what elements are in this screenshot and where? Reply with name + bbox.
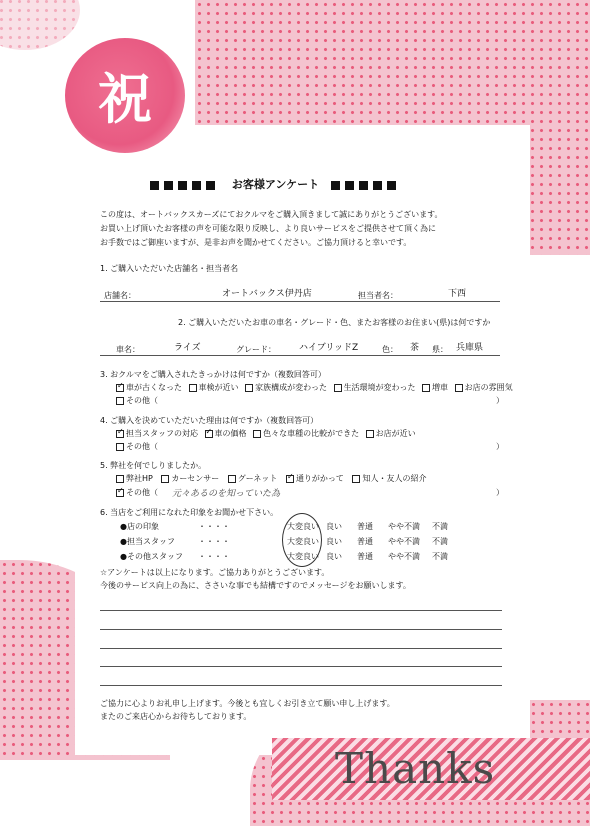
q4-options [116, 426, 416, 439]
survey-title: お客様アンケート [150, 176, 401, 192]
q4-other[interactable]: その他（ [116, 442, 158, 452]
celebration-badge [65, 38, 185, 153]
q5-other-end: ） [496, 488, 504, 497]
q5-other[interactable]: ✓ その他（ [117, 485, 158, 497]
checkbox-icon [245, 384, 253, 392]
q5-options [116, 471, 427, 484]
checkbox-checked-icon: ✓ [117, 485, 124, 495]
checkbox-checked-icon: ✓ [286, 471, 294, 481]
rating-option[interactable]: やや不満 [388, 522, 420, 531]
checkbox-icon [455, 384, 463, 392]
q5-option-website[interactable]: 弊社HP [116, 474, 153, 483]
q4-other-end: ） [496, 442, 504, 451]
q5-option-passing[interactable]: ✓ 通りがかって [286, 471, 344, 483]
footer-line-1: ご協力に心よりお礼申し上げます。今後とも宜しくお引き立て願い申し上げます。 [100, 699, 395, 708]
intro-line-2: お買い上げ頂いたお客様の声を可能な限り反映し、より良いサービスをご提供させて頂く為に [100, 224, 436, 233]
checkbox-icon [422, 384, 430, 392]
rating-option[interactable]: 大変良い [287, 522, 319, 531]
checkbox-icon [116, 475, 124, 483]
intro-line-1: この度は、オートバックスカーズにておクルマをご購入頂きまして誠にありがとうございます。 [100, 210, 443, 219]
q3-other[interactable]: その他（ [116, 396, 158, 406]
color-value[interactable]: 茶 [410, 343, 420, 353]
message-line[interactable] [100, 610, 502, 611]
rating-option[interactable]: 普通 [357, 522, 373, 531]
rating-option[interactable]: 大変良い [287, 537, 319, 546]
q5-option-carsensor[interactable]: カーセンサー [161, 474, 219, 483]
store-label: 店舗名： [104, 291, 136, 300]
q3-option-family[interactable]: 家族構成が変わった [245, 383, 327, 392]
q4-option-nearby[interactable]: お店が近い [366, 429, 416, 438]
rating-row-label: ●店の印象 [120, 522, 159, 531]
rating-option[interactable]: 普通 [357, 537, 373, 546]
rating-option[interactable]: 良い [326, 537, 342, 546]
rating-row-label: ●担当スタッフ [120, 537, 175, 546]
checkbox-icon [189, 384, 197, 392]
rating-option[interactable]: やや不満 [388, 537, 420, 546]
rating-row-dots: ・・・・ [198, 552, 230, 561]
background-pattern-corner [0, 0, 80, 50]
q4-option-staff[interactable]: ✓ 担当スタッフの対応 [117, 426, 198, 438]
q4-label: 4. ご購入を決めていただいた理由は何ですか（複数回答可） [100, 416, 319, 425]
intro-line-3: お手数ではご御座いますが、是非お声を聞かせてください。ご協力頂けると幸いです。 [100, 238, 412, 247]
staff-label: 担当者名： [358, 291, 398, 300]
footer-line-2: またのご来店心からお待ちしております。 [100, 712, 252, 721]
rating-option[interactable]: 不満 [432, 522, 448, 531]
rating-row-dots: ・・・・ [198, 522, 230, 531]
checkbox-icon [116, 397, 124, 405]
q2-underline [100, 355, 500, 356]
store-value[interactable]: オートバックス伊丹店 [222, 289, 312, 299]
thanks-text: Thanks [335, 744, 496, 793]
message-line[interactable] [100, 685, 502, 686]
rating-option[interactable]: 不満 [432, 552, 448, 561]
rating-row-dots: ・・・・ [198, 537, 230, 546]
q5-other-handwritten[interactable]: 元々あるのを知っていた為 [172, 489, 281, 499]
checkbox-icon [228, 475, 236, 483]
staff-value[interactable]: 下西 [448, 289, 467, 299]
grade-label: グレード： [236, 345, 276, 354]
rating-row-label: ●その他スタッフ [120, 552, 183, 561]
q1-underline [100, 301, 500, 302]
q3-other-end: ） [496, 396, 504, 405]
message-prompt: 今後のサービス向上の為に、ささいな事でも結構ですのでメッセージをお願いします。 [100, 581, 411, 590]
checkbox-checked-icon: ✓ [117, 380, 124, 390]
color-label: 色： [382, 345, 398, 354]
rating-option[interactable]: 普通 [357, 552, 373, 561]
rating-option[interactable]: やや不満 [388, 552, 420, 561]
message-line[interactable] [100, 666, 502, 667]
q3-label: 3. おクルマをご購入されたきっかけは何ですか（複数回答可） [100, 370, 326, 379]
message-line[interactable] [100, 648, 502, 649]
rating-option[interactable]: 良い [326, 522, 342, 531]
q3-option-lifestyle[interactable]: 生活環境が変わった [334, 383, 416, 392]
q6-label: 6. 当店をご利用になれた印象をお聞かせ下さい。 [100, 508, 279, 517]
checkbox-icon [366, 430, 374, 438]
q3-option-old-car[interactable]: ✓ 車が古くなった [117, 380, 182, 392]
q3-option-atmosphere[interactable]: お店の雰囲気 [455, 383, 513, 392]
q1-label: 1. ご購入いただいた店舗名・担当者名 [100, 264, 239, 273]
checkbox-icon [253, 430, 261, 438]
checkbox-icon [352, 475, 360, 483]
closing-note: ☆アンケートは以上になります。ご協力ありがとうございます。 [100, 568, 330, 577]
q5-option-goonet[interactable]: グーネット [228, 474, 278, 483]
badge-text: 祝 [98, 67, 152, 131]
pref-value[interactable]: 兵庫県 [456, 343, 484, 353]
message-line[interactable] [100, 629, 502, 630]
checkbox-icon [161, 475, 169, 483]
q5-option-referral[interactable]: 知人・友人の紹介 [352, 474, 426, 483]
q3-option-inspection[interactable]: 車検が近い [189, 383, 239, 392]
rating-option[interactable]: 良い [326, 552, 342, 561]
car-label: 車名： [116, 345, 140, 354]
rating-option[interactable]: 大変良い [287, 552, 319, 561]
q4-option-price[interactable]: ✓ 車の価格 [205, 426, 247, 438]
q2-label: 2. ご購入いただいたお車の車名・グレード・色、またお客様のお住まい(県)は何ですか [178, 318, 491, 327]
q5-label: 5. 弊社を何でしりましたか。 [100, 461, 207, 470]
q3-options [116, 380, 513, 393]
q4-option-compare[interactable]: 色々な車種の比較ができた [253, 429, 359, 438]
pref-label: 県： [432, 345, 448, 354]
car-value[interactable]: ライズ [174, 343, 201, 353]
grade-value[interactable]: ハイブリッドZ [299, 343, 359, 353]
checkbox-checked-icon: ✓ [205, 426, 213, 436]
checkbox-icon [116, 443, 124, 451]
rating-option[interactable]: 不満 [432, 537, 448, 546]
q3-option-additional-car[interactable]: 増車 [422, 383, 448, 392]
rating-selection-circle [282, 513, 322, 567]
checkbox-checked-icon: ✓ [117, 426, 124, 436]
checkbox-icon [334, 384, 342, 392]
